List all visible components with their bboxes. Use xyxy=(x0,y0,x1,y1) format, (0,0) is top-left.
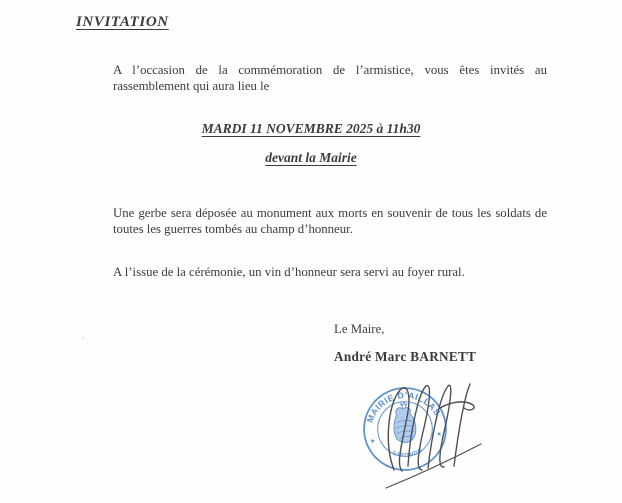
event-date-line: MARDI 11 NOVEMBRE 2025 à 11h30 xyxy=(201,121,421,136)
intro-paragraph: A l’occasion de la commémoration de l’armistice, vous êtes invités au rassemblement qui aura lieu le xyxy=(113,63,547,94)
handwritten-signature xyxy=(378,374,528,498)
event-place-line: devant la Mairie xyxy=(265,150,357,165)
scan-artifact-speck xyxy=(82,337,84,339)
event-date-wrap xyxy=(76,120,546,138)
reception-paragraph: A l’issue de la cérémonie, un vin d’honneur sera servi au foyer rural. xyxy=(113,265,465,279)
stamp-left-star-icon: ★ xyxy=(369,438,376,446)
stamp-top-text: MAIRIE D’AILLAS xyxy=(364,390,443,424)
letter-title: INVITATION xyxy=(76,14,169,30)
stamp-right-star-icon: ★ xyxy=(436,431,443,439)
event-place-wrap xyxy=(76,149,546,167)
closing-role: Le Maire, xyxy=(334,322,385,336)
signatory-name: André Marc BARNETT xyxy=(334,349,477,364)
stamp-bottom-text: GIRONDE xyxy=(391,447,425,459)
wreath-paragraph: Une gerbe sera déposée au monument aux morts en souvenir de tous les soldats de toutes les guerres tombés au champ d’honneur. xyxy=(113,206,547,237)
